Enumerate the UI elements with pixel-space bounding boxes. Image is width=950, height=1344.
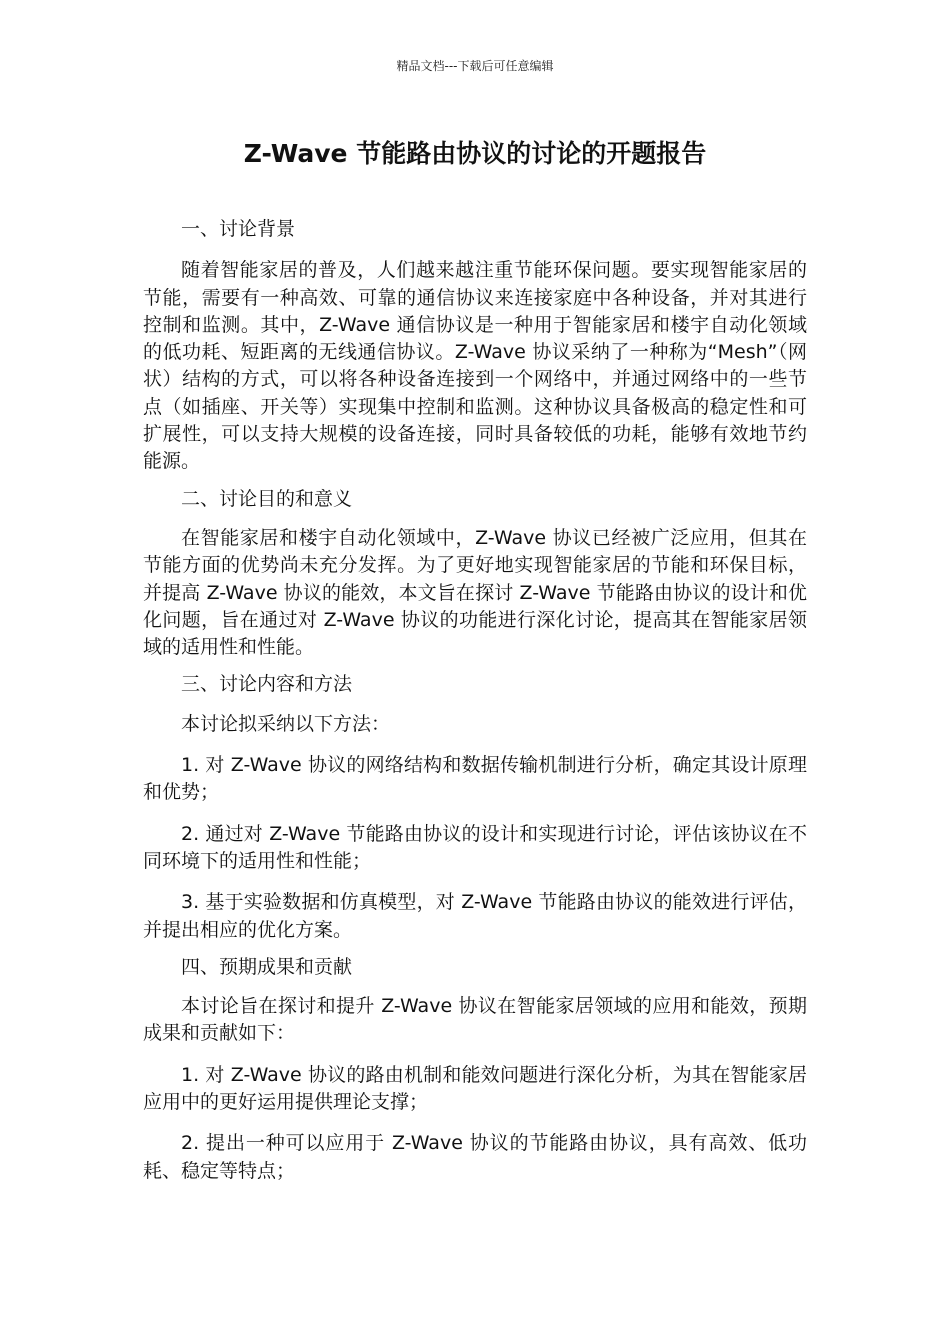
section-heading-methods: 三、讨论内容和方法 [181, 673, 353, 696]
section-heading-outcomes: 四、预期成果和贡献 [181, 955, 353, 978]
section-heading-background: 一、讨论背景 [181, 218, 296, 240]
list-item-method-2: 2. 通过对 Z-Wave 节能路由协议的设计和实现进行讨论，评估该协议在不同环境下的适用性和性能； [143, 822, 807, 872]
paragraph-outcomes-intro: 本讨论旨在探讨和提升 Z-Wave 协议在智能家居领域的应用和能效，预期成果和贡献如下： [143, 995, 807, 1045]
list-item-method-1: 1. 对 Z-Wave 协议的网络结构和数据传输机制进行分析，确定其设计原理和优势； [143, 754, 807, 804]
header-note: 精品文档---下载后可任意编辑 [396, 59, 554, 73]
document-title: Z-Wave 节能路由协议的讨论的开题报告 [243, 139, 707, 168]
paragraph-purpose: 在智能家居和楼宇自动化领域中，Z-Wave 协议已经被广泛应用，但其在节能方面的优势尚未充分发挥。为了更好地实现智能家居的节能和环保目标，并提高 Z-Wave 协议的能效，本文旨在探讨 Z-Wave 节能路由协议的设计和优化问题，旨在通过对 Z-Wave 协议的功能进行深化讨论，提高其在智能家居领域的适用性和性能。 [143, 526, 807, 659]
section-heading-purpose: 二、讨论目的和意义 [181, 487, 353, 510]
paragraph-background: 随着智能家居的普及，人们越来越注重节能环保问题。要实现智能家居的节能，需要有一种高效、可靠的通信协议来连接家庭中各种设备，并对其进行控制和监测。其中，Z-Wave 通信协议是一种用于智能家居和楼宇自动化领域的低功耗、短距离的无线通信协议。Z-Wave 协议采纳了一种称为“Mesh”（网状）结构的方式，可以将各种设备连接到一个网络中，并通过网络中的一些节点（如插座、开关等）实现集中控制和监测。这种协议具备极高的稳定性和可扩展性，可以支持大规模的设备连接，同时具备较低的功耗，能够有效地节约能源。 [143, 259, 807, 473]
list-item-outcome-1: 1. 对 Z-Wave 协议的路由机制和能效问题进行深化分析，为其在智能家居应用中的更好运用提供理论支撑； [143, 1063, 807, 1114]
list-item-method-3: 3. 基于实验数据和仿真模型，对 Z-Wave 节能路由协议的能效进行评估，并提出相应的优化方案。 [143, 891, 807, 941]
paragraph-methods-intro: 本讨论拟采纳以下方法： [181, 712, 391, 735]
document-body [143, 216, 807, 1185]
list-item-outcome-2: 2. 提出一种可以应用于 Z-Wave 协议的节能路由协议，具有高效、低功耗、稳定等特点； [143, 1132, 807, 1182]
